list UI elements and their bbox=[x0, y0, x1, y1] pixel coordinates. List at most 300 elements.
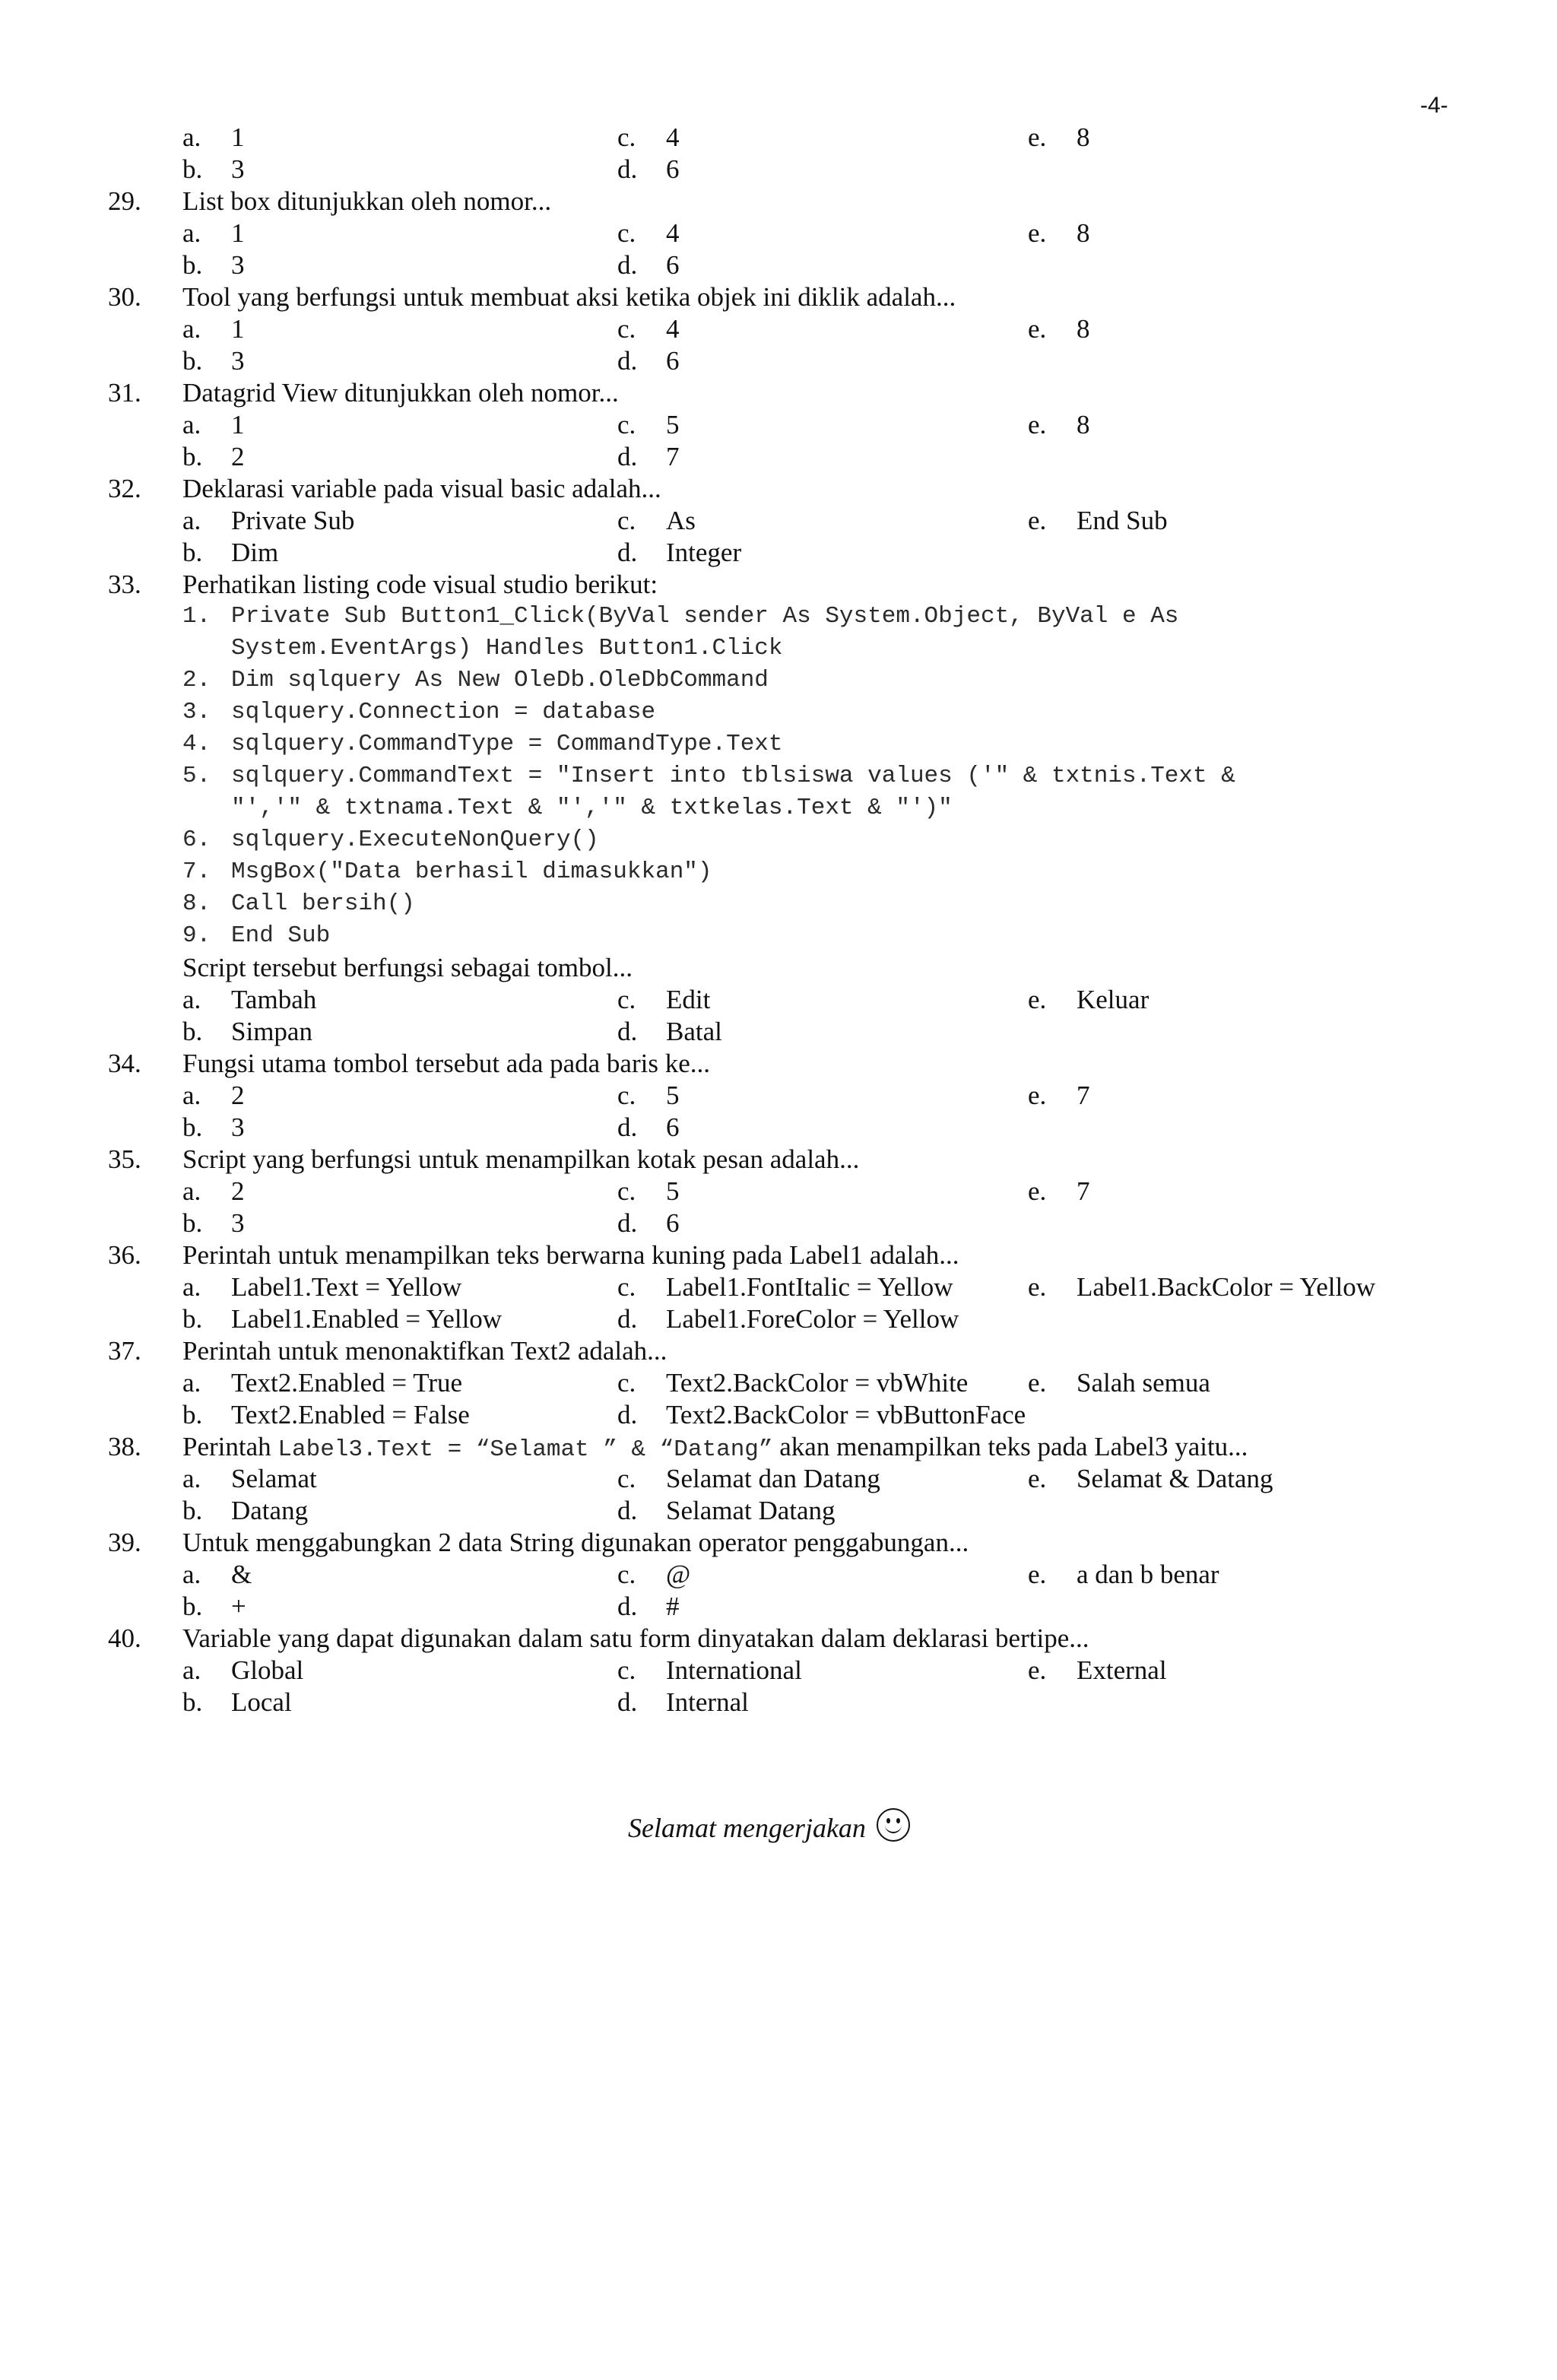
answer-option bbox=[1028, 1655, 1167, 1687]
answer-option bbox=[182, 1207, 245, 1239]
option-letter: b. bbox=[182, 1591, 203, 1621]
option-text: Label1.FontItalic = Yellow bbox=[666, 1272, 953, 1302]
answer-option bbox=[617, 1303, 959, 1335]
answer-option bbox=[182, 1080, 245, 1112]
option-text: 4 bbox=[666, 314, 680, 344]
code-line-number: 2. bbox=[182, 667, 211, 693]
question-number: 35. bbox=[108, 1144, 141, 1174]
question-row bbox=[0, 1239, 1557, 1271]
options-row bbox=[0, 1399, 1557, 1431]
option-letter: b. bbox=[182, 538, 203, 567]
code-line-number: 3. bbox=[182, 699, 211, 725]
question-number: 36. bbox=[108, 1240, 141, 1270]
code-line-continuation bbox=[0, 792, 1557, 824]
question-text: Script tersebut berfungsi sebagai tombol... bbox=[182, 953, 633, 982]
option-text: Simpan bbox=[231, 1017, 312, 1046]
option-letter: c. bbox=[617, 985, 636, 1014]
question-text: Tool yang berfungsi untuk membuat aksi ketika objek ini diklik adalah... bbox=[182, 282, 956, 312]
options-row bbox=[0, 1687, 1557, 1718]
question-row bbox=[0, 1335, 1557, 1367]
option-text: a dan b benar bbox=[1077, 1560, 1219, 1589]
answer-option bbox=[617, 1112, 680, 1144]
page-number: -4- bbox=[1420, 93, 1448, 118]
question-number: 39. bbox=[108, 1528, 141, 1557]
option-letter: a. bbox=[182, 314, 201, 344]
answer-option bbox=[617, 1399, 1026, 1431]
question-row bbox=[0, 569, 1557, 601]
options-row bbox=[0, 313, 1557, 345]
question-number: 29. bbox=[108, 186, 141, 216]
option-letter: e. bbox=[1028, 314, 1047, 344]
option-letter: b. bbox=[182, 1112, 203, 1142]
code-content: System.EventArgs) Handles Button1.Click bbox=[231, 635, 783, 662]
option-text: Text2.BackColor = vbWhite bbox=[666, 1368, 969, 1398]
answer-option bbox=[182, 313, 245, 345]
option-letter: b. bbox=[182, 442, 203, 471]
option-letter: a. bbox=[182, 506, 201, 535]
answer-option bbox=[182, 1303, 502, 1335]
question-text: Fungsi utama tombol tersebut ada pada baris ke... bbox=[182, 1049, 711, 1078]
inline-code: Label3.Text = “Selamat ” & “Datang” bbox=[277, 1436, 773, 1463]
option-text: + bbox=[231, 1591, 246, 1621]
option-letter: e. bbox=[1028, 1655, 1047, 1685]
option-letter: d. bbox=[617, 1591, 638, 1621]
option-text: 5 bbox=[666, 1176, 680, 1206]
option-letter: b. bbox=[182, 250, 203, 280]
options-row bbox=[0, 984, 1557, 1016]
option-letter: a. bbox=[182, 122, 201, 152]
option-letter: a. bbox=[182, 1464, 201, 1493]
option-text: Text2.BackColor = vbButtonFace bbox=[666, 1400, 1026, 1430]
question-row bbox=[0, 1527, 1557, 1559]
question-row bbox=[0, 1431, 1557, 1463]
option-letter: d. bbox=[617, 1017, 638, 1046]
option-letter: e. bbox=[1028, 1176, 1047, 1206]
prompt-row bbox=[0, 952, 1557, 984]
answer-option bbox=[1028, 505, 1168, 537]
code-text bbox=[182, 665, 769, 697]
answer-option bbox=[617, 1176, 680, 1207]
option-text: 3 bbox=[231, 1112, 245, 1142]
option-letter: d. bbox=[617, 154, 638, 184]
option-letter: d. bbox=[617, 1687, 638, 1717]
answer-option bbox=[617, 345, 680, 377]
options-row bbox=[0, 1495, 1557, 1527]
code-line-number: 1. bbox=[182, 603, 211, 630]
option-letter: e. bbox=[1028, 506, 1047, 535]
answer-option bbox=[617, 1687, 749, 1718]
answer-option bbox=[182, 1176, 245, 1207]
question-row bbox=[0, 281, 1557, 313]
option-letter: a. bbox=[182, 1272, 201, 1302]
code-line-number: 9. bbox=[182, 922, 211, 949]
answer-option bbox=[1028, 1559, 1219, 1591]
option-text: Batal bbox=[666, 1017, 722, 1046]
code-content: Dim sqlquery As New OleDb.OleDbCommand bbox=[231, 667, 769, 693]
option-letter: b. bbox=[182, 346, 203, 376]
option-text: 3 bbox=[231, 154, 245, 184]
option-text: 8 bbox=[1077, 122, 1090, 152]
closing-text: Selamat mengerjakan bbox=[628, 1813, 866, 1843]
option-text: 6 bbox=[666, 346, 680, 376]
answer-option bbox=[182, 1112, 245, 1144]
answer-option bbox=[182, 1271, 461, 1303]
option-text: End Sub bbox=[1077, 506, 1168, 535]
option-letter: d. bbox=[617, 1112, 638, 1142]
code-line bbox=[0, 728, 1557, 760]
question-number: 31. bbox=[108, 378, 141, 408]
answer-option bbox=[182, 1687, 292, 1718]
question-number: 32. bbox=[108, 474, 141, 503]
option-text: Keluar bbox=[1077, 985, 1150, 1014]
question-row bbox=[0, 1623, 1557, 1655]
code-line-number: 4. bbox=[182, 731, 211, 757]
options-row bbox=[0, 1112, 1557, 1144]
code-line-number: 7. bbox=[182, 858, 211, 885]
option-text: Datang bbox=[231, 1496, 309, 1525]
options-row bbox=[0, 537, 1557, 569]
option-text: 3 bbox=[231, 346, 245, 376]
option-text: Label1.Text = Yellow bbox=[231, 1272, 462, 1302]
options-row bbox=[0, 345, 1557, 377]
option-letter: d. bbox=[617, 442, 638, 471]
option-text: 2 bbox=[231, 1081, 245, 1110]
options-row bbox=[0, 409, 1557, 441]
code-content: sqlquery.CommandText = "Insert into tblsiswa values ('" & txtnis.Text & bbox=[231, 763, 1235, 789]
answer-option bbox=[182, 1655, 303, 1687]
option-text: 4 bbox=[666, 122, 680, 152]
option-text: 5 bbox=[666, 410, 680, 440]
code-line-continuation bbox=[0, 633, 1557, 665]
option-letter: c. bbox=[617, 314, 636, 344]
answer-option bbox=[182, 505, 354, 537]
closing-message bbox=[628, 1808, 910, 1844]
answer-option bbox=[1028, 409, 1090, 441]
option-text: Tambah bbox=[231, 985, 317, 1014]
option-letter: e. bbox=[1028, 1081, 1047, 1110]
answer-option bbox=[182, 154, 245, 186]
option-text: 6 bbox=[666, 1208, 680, 1238]
options-row bbox=[0, 1367, 1557, 1399]
code-content: sqlquery.ExecuteNonQuery() bbox=[231, 827, 599, 853]
option-letter: e. bbox=[1028, 122, 1047, 152]
question-number: 38. bbox=[108, 1432, 141, 1461]
option-text: Selamat bbox=[231, 1464, 317, 1493]
option-text: 1 bbox=[231, 314, 245, 344]
option-letter: a. bbox=[182, 218, 201, 248]
option-letter: d. bbox=[617, 250, 638, 280]
code-text bbox=[182, 728, 783, 760]
option-text: Global bbox=[231, 1655, 304, 1685]
answer-option bbox=[617, 409, 680, 441]
answer-option bbox=[182, 217, 245, 249]
answer-option bbox=[617, 441, 680, 473]
answer-option bbox=[1028, 984, 1149, 1016]
option-letter: b. bbox=[182, 1496, 203, 1525]
option-letter: d. bbox=[617, 1496, 638, 1525]
options-row bbox=[0, 441, 1557, 473]
answer-option bbox=[182, 1399, 470, 1431]
question-text: Perintah untuk menonaktifkan Text2 adalah... bbox=[182, 1336, 668, 1366]
option-text: 6 bbox=[666, 1112, 680, 1142]
option-text: Text2.Enabled = False bbox=[231, 1400, 470, 1430]
options-row bbox=[0, 122, 1557, 154]
option-text: 1 bbox=[231, 122, 245, 152]
answer-option bbox=[617, 1207, 680, 1239]
option-text: 1 bbox=[231, 218, 245, 248]
answer-option bbox=[617, 249, 680, 281]
option-letter: e. bbox=[1028, 410, 1047, 440]
answer-option bbox=[617, 1463, 880, 1495]
code-content: MsgBox("Data berhasil dimasukkan") bbox=[231, 858, 712, 885]
option-letter: c. bbox=[617, 1368, 636, 1398]
answer-option bbox=[182, 409, 245, 441]
option-text: Edit bbox=[666, 985, 711, 1014]
option-letter: c. bbox=[617, 1272, 636, 1302]
option-letter: a. bbox=[182, 1655, 201, 1685]
answer-option bbox=[182, 1495, 308, 1527]
code-content: "','" & txtnama.Text & "','" & txtkelas.Text & "')" bbox=[231, 795, 953, 821]
answer-option bbox=[617, 984, 710, 1016]
option-letter: b. bbox=[182, 1017, 203, 1046]
code-line bbox=[0, 697, 1557, 728]
option-letter: d. bbox=[617, 1304, 638, 1334]
option-letter: b. bbox=[182, 1687, 203, 1717]
option-text: Selamat & Datang bbox=[1077, 1464, 1273, 1493]
option-text: 7 bbox=[1077, 1176, 1090, 1206]
answer-option bbox=[617, 217, 680, 249]
option-letter: e. bbox=[1028, 1464, 1047, 1493]
question-text: List box ditunjukkan oleh nomor... bbox=[182, 186, 552, 216]
answer-option bbox=[617, 313, 680, 345]
option-text: 3 bbox=[231, 1208, 245, 1238]
code-line-number: 8. bbox=[182, 890, 211, 917]
option-text: 7 bbox=[1077, 1081, 1090, 1110]
code-content: sqlquery.Connection = database bbox=[231, 699, 656, 725]
option-letter: e. bbox=[1028, 218, 1047, 248]
code-text bbox=[182, 856, 712, 888]
question-number: 33. bbox=[108, 570, 141, 599]
answer-option bbox=[617, 122, 680, 154]
options-row bbox=[0, 154, 1557, 186]
code-text bbox=[182, 601, 1178, 633]
question-row bbox=[0, 473, 1557, 505]
question-number: 40. bbox=[108, 1623, 141, 1653]
option-letter: b. bbox=[182, 1208, 203, 1238]
option-text: 8 bbox=[1077, 410, 1090, 440]
option-letter: d. bbox=[617, 538, 638, 567]
option-letter: c. bbox=[617, 1655, 636, 1685]
code-content: End Sub bbox=[231, 922, 331, 949]
answer-option bbox=[1028, 313, 1090, 345]
question-text: Script yang berfungsi untuk menampilkan kotak pesan adalah... bbox=[182, 1144, 860, 1174]
answer-option bbox=[617, 1591, 680, 1623]
question-text-post: akan menampilkan teks pada Label3 yaitu... bbox=[772, 1432, 1248, 1461]
option-letter: e. bbox=[1028, 1368, 1047, 1398]
code-line bbox=[0, 665, 1557, 697]
code-line bbox=[0, 920, 1557, 952]
answer-option bbox=[1028, 1176, 1090, 1207]
option-text: Selamat Datang bbox=[666, 1496, 836, 1525]
exam-content bbox=[0, 122, 1557, 1718]
answer-option bbox=[617, 154, 680, 186]
option-letter: a. bbox=[182, 985, 201, 1014]
question-row bbox=[0, 1144, 1557, 1176]
option-text: 4 bbox=[666, 218, 680, 248]
answer-option bbox=[617, 1080, 680, 1112]
code-text bbox=[182, 697, 655, 728]
option-text: Integer bbox=[666, 538, 742, 567]
answer-option bbox=[182, 441, 245, 473]
question-row bbox=[0, 1048, 1557, 1080]
option-text: International bbox=[666, 1655, 802, 1685]
code-text bbox=[182, 888, 415, 920]
code-line bbox=[0, 824, 1557, 856]
question-number: 30. bbox=[108, 282, 141, 312]
options-row bbox=[0, 1655, 1557, 1687]
option-text: 7 bbox=[666, 442, 680, 471]
option-text: # bbox=[666, 1591, 680, 1621]
option-text: Label1.ForeColor = Yellow bbox=[666, 1304, 959, 1334]
code-line bbox=[0, 888, 1557, 920]
question-text: Deklarasi variable pada visual basic adalah... bbox=[182, 474, 661, 503]
options-row bbox=[0, 1080, 1557, 1112]
option-text: 1 bbox=[231, 410, 245, 440]
answer-option bbox=[617, 505, 696, 537]
option-letter: a. bbox=[182, 1081, 201, 1110]
question-text bbox=[182, 1431, 1248, 1466]
option-letter: d. bbox=[617, 1400, 638, 1430]
code-line bbox=[0, 760, 1557, 792]
options-row bbox=[0, 1176, 1557, 1207]
code-text bbox=[182, 920, 330, 952]
smiley-icon bbox=[877, 1808, 910, 1842]
option-text: Label1.Enabled = Yellow bbox=[231, 1304, 503, 1334]
options-row bbox=[0, 1463, 1557, 1495]
options-row bbox=[0, 505, 1557, 537]
answer-option bbox=[182, 1463, 317, 1495]
answer-option bbox=[182, 984, 316, 1016]
question-row bbox=[0, 186, 1557, 217]
option-letter: a. bbox=[182, 1176, 201, 1206]
answer-option bbox=[617, 537, 741, 569]
option-letter: b. bbox=[182, 1400, 203, 1430]
option-text: 5 bbox=[666, 1081, 680, 1110]
option-text: 8 bbox=[1077, 314, 1090, 344]
options-row bbox=[0, 217, 1557, 249]
answer-option bbox=[617, 1655, 802, 1687]
question-text: Variable yang dapat digunakan dalam satu form dinyatakan dalam deklarasi bertipe... bbox=[182, 1623, 1089, 1653]
answer-option bbox=[182, 249, 245, 281]
option-letter: c. bbox=[617, 506, 636, 535]
answer-option bbox=[182, 1591, 246, 1623]
code-text bbox=[182, 760, 1235, 792]
answer-option bbox=[617, 1016, 722, 1048]
option-text: 6 bbox=[666, 154, 680, 184]
options-row bbox=[0, 1207, 1557, 1239]
option-letter: c. bbox=[617, 1176, 636, 1206]
question-number: 34. bbox=[108, 1049, 141, 1078]
option-text: Label1.BackColor = Yellow bbox=[1077, 1272, 1376, 1302]
option-letter: c. bbox=[617, 218, 636, 248]
question-row bbox=[0, 377, 1557, 409]
answer-option bbox=[182, 1367, 462, 1399]
options-row bbox=[0, 249, 1557, 281]
code-line-number: 5. bbox=[182, 763, 211, 789]
option-letter: c. bbox=[617, 1081, 636, 1110]
option-letter: e. bbox=[1028, 985, 1047, 1014]
option-text: Internal bbox=[666, 1687, 749, 1717]
options-row bbox=[0, 1271, 1557, 1303]
option-text: 2 bbox=[231, 442, 245, 471]
option-text: Dim bbox=[231, 538, 279, 567]
answer-option bbox=[182, 1559, 252, 1591]
answer-option bbox=[617, 1271, 953, 1303]
option-text: Private Sub bbox=[231, 506, 355, 535]
option-text: 8 bbox=[1077, 218, 1090, 248]
answer-option bbox=[182, 537, 278, 569]
options-row bbox=[0, 1303, 1557, 1335]
option-text: Text2.Enabled = True bbox=[231, 1368, 463, 1398]
option-letter: e. bbox=[1028, 1272, 1047, 1302]
answer-option bbox=[1028, 122, 1090, 154]
code-content: Call bersih() bbox=[231, 890, 415, 917]
option-letter: d. bbox=[617, 1208, 638, 1238]
code-line bbox=[0, 601, 1557, 633]
option-letter: c. bbox=[617, 122, 636, 152]
answer-option bbox=[182, 122, 245, 154]
option-letter: a. bbox=[182, 1560, 201, 1589]
option-letter: c. bbox=[617, 1464, 636, 1493]
option-text: Selamat dan Datang bbox=[666, 1464, 880, 1493]
option-text: As bbox=[666, 506, 696, 535]
question-text: Untuk menggabungkan 2 data String digunakan operator penggabungan... bbox=[182, 1528, 969, 1557]
answer-option bbox=[617, 1559, 690, 1591]
answer-option bbox=[1028, 1367, 1210, 1399]
option-text: 2 bbox=[231, 1176, 245, 1206]
question-text: Perhatikan listing code visual studio berikut: bbox=[182, 570, 658, 599]
code-line-number: 6. bbox=[182, 827, 211, 853]
question-text-pre: Perintah bbox=[182, 1432, 278, 1461]
question-text: Datagrid View ditunjukkan oleh nomor... bbox=[182, 378, 619, 408]
question-number: 37. bbox=[108, 1336, 141, 1366]
option-letter: c. bbox=[617, 410, 636, 440]
option-text: 6 bbox=[666, 250, 680, 280]
option-text: External bbox=[1077, 1655, 1167, 1685]
answer-option bbox=[1028, 1080, 1090, 1112]
answer-option bbox=[182, 1016, 312, 1048]
code-content: Private Sub Button1_Click(ByVal sender As System.Object, ByVal e As bbox=[231, 603, 1179, 630]
option-letter: e. bbox=[1028, 1560, 1047, 1589]
options-row bbox=[0, 1016, 1557, 1048]
answer-option bbox=[1028, 217, 1090, 249]
answer-option bbox=[617, 1367, 968, 1399]
answer-option bbox=[617, 1495, 836, 1527]
option-letter: a. bbox=[182, 1368, 201, 1398]
answer-option bbox=[1028, 1271, 1375, 1303]
option-text: @ bbox=[666, 1560, 691, 1589]
options-row bbox=[0, 1559, 1557, 1591]
answer-option bbox=[1028, 1463, 1273, 1495]
option-letter: c. bbox=[617, 1560, 636, 1589]
option-letter: b. bbox=[182, 154, 203, 184]
option-text: Local bbox=[231, 1687, 292, 1717]
code-content: sqlquery.CommandType = CommandType.Text bbox=[231, 731, 783, 757]
code-line bbox=[0, 856, 1557, 888]
option-letter: d. bbox=[617, 346, 638, 376]
option-letter: b. bbox=[182, 1304, 203, 1334]
option-letter: a. bbox=[182, 410, 201, 440]
